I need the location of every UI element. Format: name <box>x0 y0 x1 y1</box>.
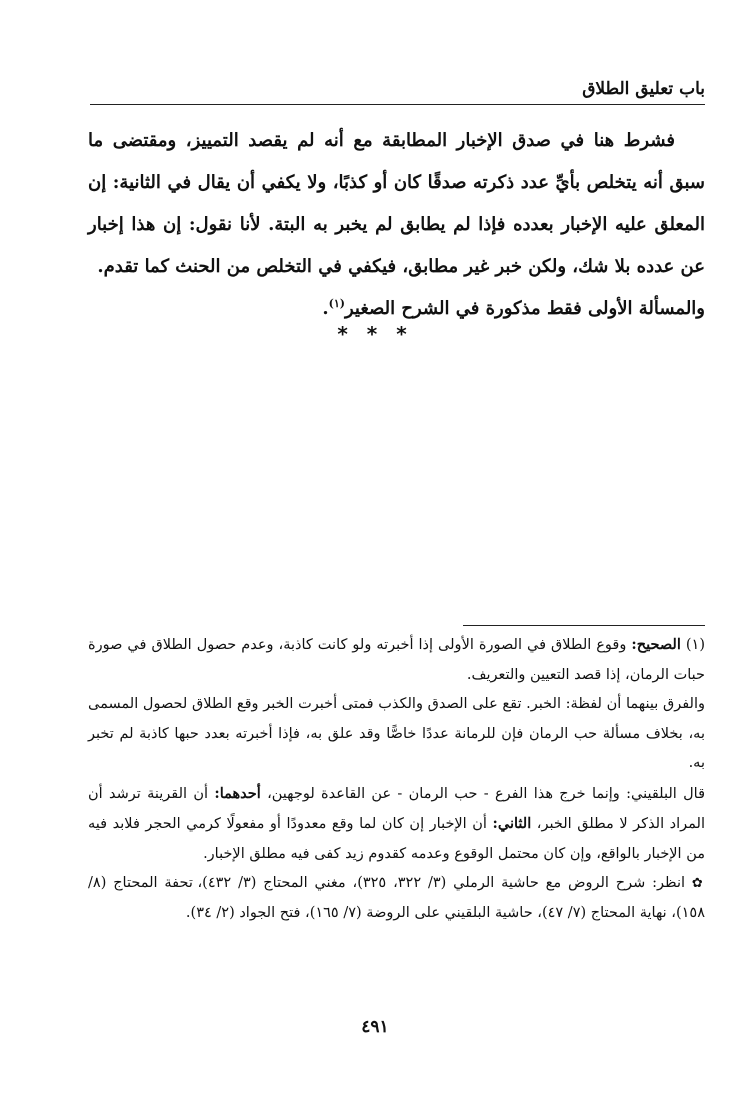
body-paragraph: فشرط هنا في صدق الإخبار المطابقة مع أنه لم يقصد التمييز، ومقتضى ما سبق أنه يتخلص بأيِّ عدد ذكرته صدقًا كان أو كذبًا، ولا يكفي أن يقال في الثانية: إن المعلق عليه الإخبار بعدده فإذا لم يطابق لم يخبر به البتة. لأنا نقول: إن هذا إخبار عن عدده بلا شك، ولكن خبر غير مطابق، فيكفي في التخلص من الحنث كما تقدم. <box>88 130 705 277</box>
body-paragraph-text: والمسألة الأولى فقط مذكورة في الشرح الصغير <box>344 298 705 319</box>
footnote-label: الثاني: <box>492 815 532 832</box>
page-number: ٤٩١ <box>361 1017 389 1037</box>
footnote-text: انظر: شرح الروض مع حاشية الرملي (٣/ ٣٢٢، ٣٢٥)، مغني المحتاج (٣/ ٤٣٢)، تحفة المحتاج (٨/ ١٥٨)، نهاية المحتاج (٧/ ٤٧)، حاشية البلقيني على الروضة (٧/ ١٦٥)، فتح الجواد (٢/ ٣٤). <box>88 875 705 921</box>
footnote-1 <box>88 630 705 690</box>
footnote-label: أحدهما: <box>214 784 261 802</box>
footnote-references <box>88 869 705 928</box>
chapter-title: باب تعليق الطلاق <box>582 79 705 99</box>
footnote-paragraph <box>88 779 705 870</box>
header-divider <box>90 104 705 105</box>
flower-bullet-icon: ✿ <box>691 876 706 891</box>
body-paragraph-end: . <box>322 298 329 319</box>
footnote-number: (١) <box>685 637 705 653</box>
footnote-text: وقوع الطلاق في الصورة الأولى إذا أخبرته ولو كانت كاذبة، وعدم حصول الطلاق في صورة حبات الرمان، إذا قصد التعيين والتعريف. <box>88 637 705 683</box>
footnote-divider <box>463 625 705 626</box>
main-body <box>88 120 705 330</box>
footnote-reference[interactable]: (١) <box>328 297 345 310</box>
footnote-label: الصحيح: <box>631 636 681 653</box>
footnotes-section <box>88 630 705 928</box>
footnote-text: أن القرينة ترشد أن المراد الذكر لا مطلق الخبر، <box>88 785 705 832</box>
footnote-text: قال البلقيني: وإنما خرج هذا الفرع - حب الرمان - عن القاعدة لوجهين، <box>267 785 705 802</box>
footnote-text: أن الإخبار إن كان لما وقع معدودًا أو مفعولًا كرمي الحجر فلابد فيه من الإخبار بالواقع، وإن كان محتمل الوقوع وعدمه كقدوم زيد كفى فيه مطلق الإخبار. <box>88 816 705 862</box>
section-separator: * * * <box>337 322 413 346</box>
footnote-paragraph: والفرق بينهما أن لفظة: الخبر. تقع على الصدق والكذب فمتى أخبرت الخبر وقع الطلاق لحصول المسمى به، بخلاف مسألة حب الرمان فإن للرمانة عددًا خاصًّا وقد علق به، فإذا أخبرته بعدد حبها كاذبة لم تخبر به. <box>88 696 705 771</box>
